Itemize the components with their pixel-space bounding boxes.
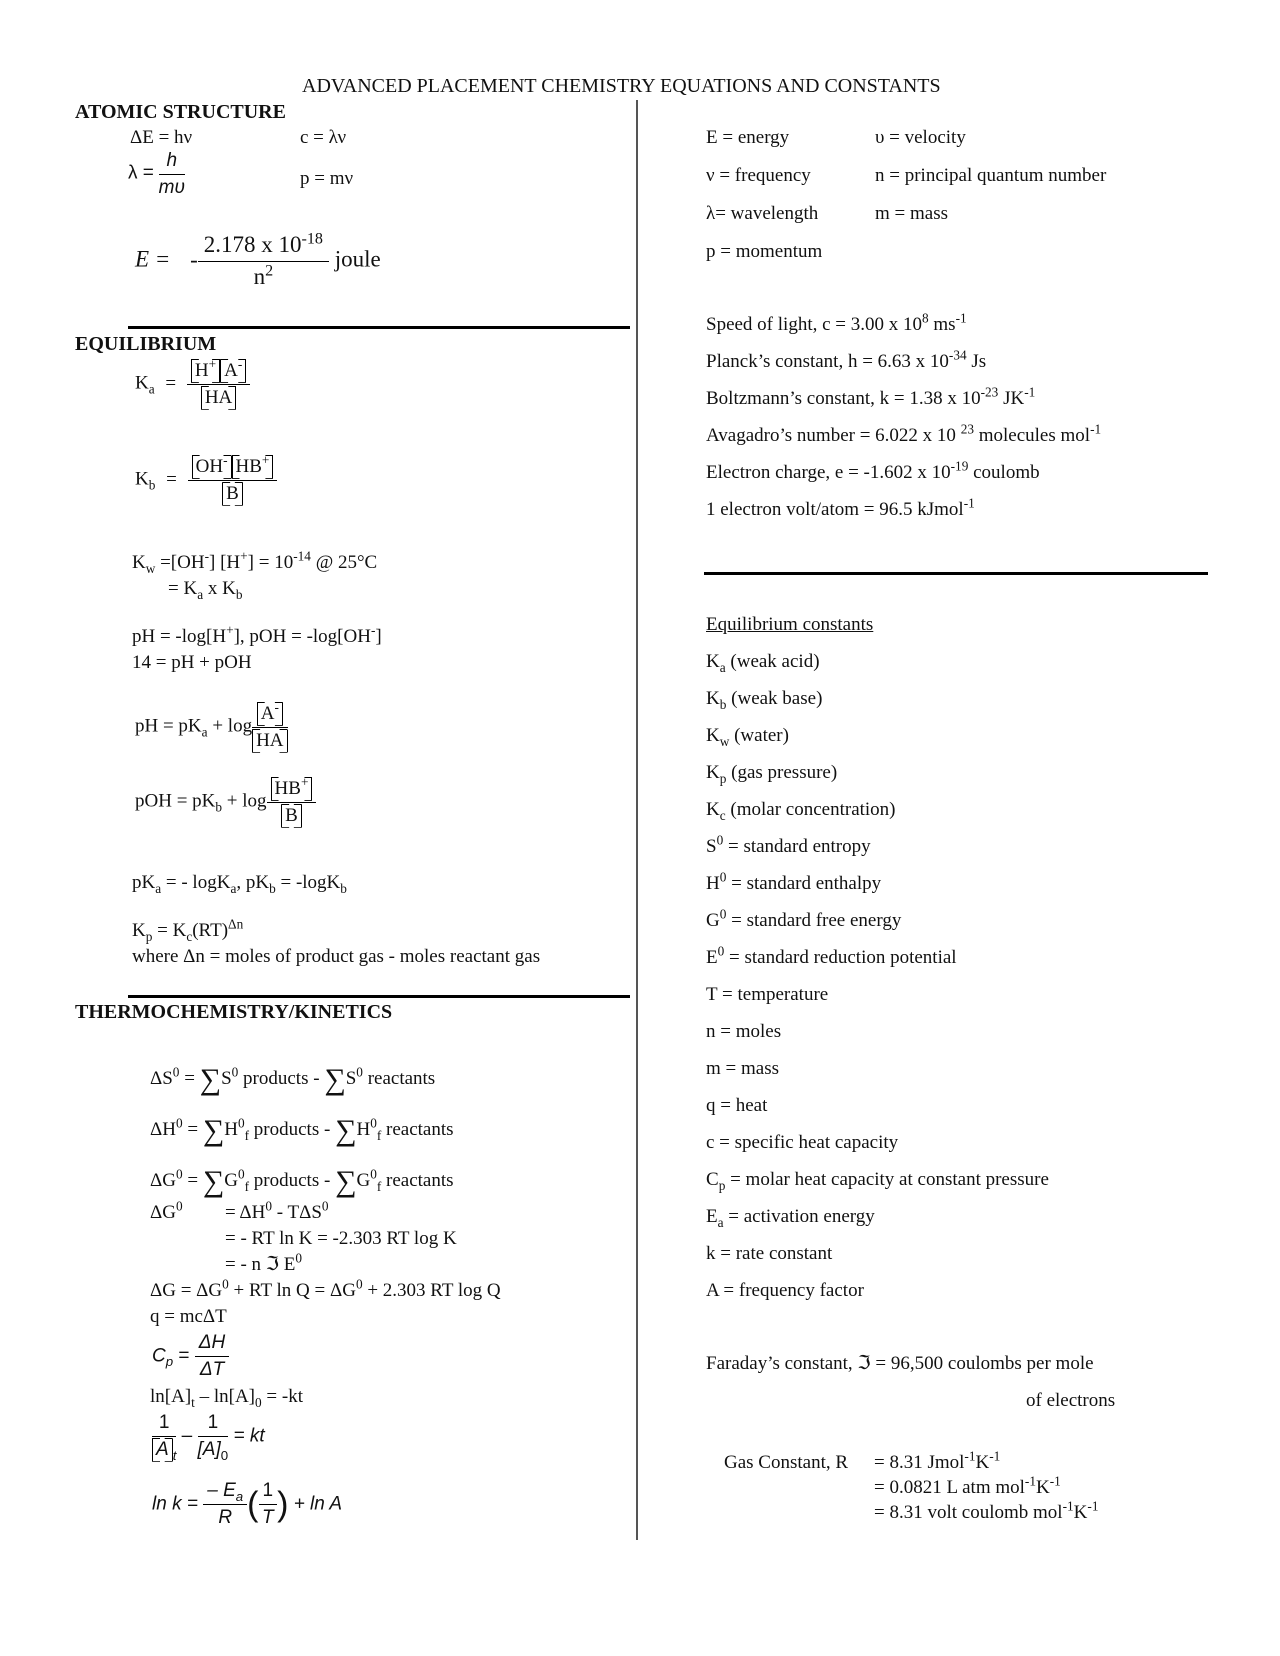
definition-item: E = energy bbox=[706, 127, 790, 148]
eq-kp-note: where Δn = moles of product gas - moles reactant gas bbox=[132, 946, 541, 967]
symbol-item: $E_a$ = activation energy bbox=[706, 1206, 875, 1230]
eq-first-order: $\ln[A]_t - \ln[A]_0 = -kt$ bbox=[150, 1386, 303, 1410]
section-equilibrium: EQUILIBRIUM bbox=[75, 333, 217, 355]
definition-item: n = principal quantum number bbox=[875, 165, 1107, 186]
eq-dg-1: = $\Delta H^0 - T\Delta S^0$ bbox=[225, 1198, 329, 1223]
definition-item: υ = velocity bbox=[875, 127, 966, 148]
divider-equilibrium bbox=[128, 995, 630, 998]
eq-pk: $pK_a$ = - logK$_a$, $pK_b = -\log K_b$ bbox=[132, 872, 347, 896]
definition-item: p = momentum bbox=[706, 241, 823, 262]
symbol-item: $C_p$ = molar heat capacity at constant pressure bbox=[706, 1169, 1049, 1193]
eq-c: c = λν bbox=[300, 127, 347, 148]
bohr-den: n bbox=[253, 264, 266, 290]
symbol-item: T = temperature bbox=[706, 984, 829, 1005]
bohr-unit: joule bbox=[334, 246, 381, 272]
eq-constant-item: $K_p$ (gas pressure) bbox=[706, 762, 838, 786]
section-thermochemistry: THERMOCHEMISTRY/KINETICS bbox=[75, 1001, 393, 1023]
definition-item: ν = frequency bbox=[706, 165, 811, 186]
column-divider bbox=[636, 100, 638, 1540]
const-speed-of-light: Speed of light, c = 3.00 x $10^8$ $ms^{-1}$ bbox=[706, 310, 967, 335]
const-electron-charge: Electron charge, e = -1.602 x $10^{-19}$ coulomb bbox=[706, 458, 1040, 483]
eq-ph: pH = -log[H+], pOH = -log[OH-] bbox=[132, 622, 382, 647]
symbol-item: n = moles bbox=[706, 1021, 782, 1042]
faraday-constant-2: of electrons bbox=[1026, 1390, 1116, 1411]
symbol-item: q = heat bbox=[706, 1095, 768, 1116]
bohr-num-exp: -18 bbox=[301, 230, 323, 248]
eq-hh-base: pOH = $pK_b + \log$ $\frac{HB^+}{B}$ bbox=[135, 778, 316, 827]
eq-cp: $C_p$ = $\frac{\Delta H}{\Delta T}$ bbox=[152, 1332, 229, 1381]
symbol-item: $H^0$ = standard enthalpy bbox=[706, 869, 882, 894]
ka-den: HA bbox=[201, 387, 236, 409]
eq-second-order: $\frac{1}{A _t}$ – $\frac{1}{[A]_0}$ = kt bbox=[152, 1412, 265, 1461]
eq-hh-acid: pH = $pK_a + \log$ $\frac{A^-}{HA}$ bbox=[135, 703, 288, 752]
eq-constant-item: $K_a$ (weak acid) bbox=[706, 651, 820, 675]
eq-lambda bbox=[128, 150, 185, 199]
gas-constant-label: Gas Constant, R bbox=[724, 1452, 849, 1473]
eq-arrhenius: ln k = $\frac{- E_a}{R}$ ( $\frac{1}{T}$ ) + ln A bbox=[152, 1480, 343, 1528]
definition-item: m = mass bbox=[875, 203, 948, 224]
bohr-den-exp: 2 bbox=[265, 262, 274, 280]
eq-dg-lhs: $\Delta G^0$ bbox=[150, 1198, 183, 1223]
eq-dg-q: $\Delta G = \Delta G^0$ + RT $\ln Q = \Delta G^0 + 2.303$ RT log Q bbox=[150, 1276, 501, 1301]
eq-constant-item: $K_c$ (molar concentration) bbox=[706, 799, 896, 823]
symbol-item: A = frequency factor bbox=[706, 1280, 864, 1301]
gas-constant-2: = 0.0821 L atm $mol^{-1}K^{-1}$ bbox=[874, 1473, 1061, 1498]
faraday-constant: Faraday’s constant, ℑ = 96,500 coulombs per mole bbox=[706, 1353, 1094, 1374]
eq-kb: $K_b$ = $\frac{OH^- HB^+}{B}$ bbox=[135, 456, 277, 505]
symbol-item: m = mass bbox=[706, 1058, 779, 1079]
kb-den: B bbox=[222, 483, 243, 505]
section-atomic-structure: ATOMIC STRUCTURE bbox=[75, 101, 286, 123]
bohr-lhs: E = bbox=[135, 246, 171, 272]
symbol-item: $G^0$ = standard free energy bbox=[706, 906, 902, 931]
lambda-num: h bbox=[159, 150, 185, 175]
const-planck: Planck’s constant, h = 6.63 x $10^{-34}$ Js bbox=[706, 347, 987, 372]
eq-momentum: p = mν bbox=[300, 168, 354, 189]
eq-bohr-energy bbox=[135, 232, 381, 291]
page-title: ADVANCED PLACEMENT CHEMISTRY EQUATIONS AND CONSTANTS bbox=[302, 75, 941, 97]
eq-ka: $K_a$ = $\frac{H^+ A^-}{HA}$ bbox=[135, 360, 250, 409]
gas-constant-1: = 8.31 $Jmol^{-1}K^{-1}$ bbox=[874, 1448, 1001, 1473]
bohr-num: 2.178 x 10 bbox=[203, 232, 302, 257]
symbol-item: k = rate constant bbox=[706, 1243, 833, 1264]
eq-constants-heading: Equilibrium constants bbox=[706, 614, 874, 635]
symbol-item: $E^0$ = standard reduction potential bbox=[706, 943, 957, 968]
eq-delta-s: $\Delta S^0 = \sum S^0$ products - $\sum S^0$ reactants bbox=[150, 1063, 436, 1096]
const-boltzmann: Boltzmann’s constant, k = 1.38 x $10^{-23}$ $JK^{-1}$ bbox=[706, 384, 1036, 409]
bohr-minus: - bbox=[190, 246, 198, 272]
const-avogadro: Avagadro’s number = 6.022 x 10 $^{23}$ molecules mol$^{-1}$ bbox=[706, 421, 1102, 446]
lambda-den: mυ bbox=[158, 176, 185, 198]
const-electron-volt: 1 electron volt/atom = 96.5 kJmol$^{-1}$ bbox=[706, 495, 975, 520]
divider-atomic bbox=[128, 326, 630, 329]
lambda-lhs: λ = bbox=[128, 162, 154, 184]
eq-kw-2: = $K_a$ x $K_b$ bbox=[168, 578, 243, 602]
gas-constant-3: = 8.31 volt coulomb $mol^{-1}K^{-1}$ bbox=[874, 1498, 1099, 1523]
eq-delta-h: $\Delta H^0 = \sum H^0_f$ products - $\sum H^0_f$ reactants bbox=[150, 1114, 454, 1147]
eq-energy: ΔE = hν bbox=[130, 127, 193, 148]
eq-constant-item: $K_w$ (water) bbox=[706, 725, 789, 749]
eq-delta-g: $\Delta G^0 = \sum G^0_f$ products - $\sum G^0_f$ reactants bbox=[150, 1165, 454, 1198]
symbol-item: c = specific heat capacity bbox=[706, 1132, 899, 1153]
eq-kw: $K_w =[OH^-] [H^+] = 10^{-14}$ @ 25°C bbox=[132, 548, 378, 576]
eq-ph-sum: 14 = pH + pOH bbox=[132, 652, 252, 673]
eq-dg-2: = - RT ln K = -2.303 RT log K bbox=[225, 1228, 457, 1249]
divider-constants bbox=[704, 572, 1208, 575]
eq-constant-item: $K_b$ (weak base) bbox=[706, 688, 823, 712]
definition-item: λ= wavelength bbox=[706, 203, 819, 224]
eq-kp: $K_p = K_c(RT)^{\Delta n}$ bbox=[132, 916, 244, 944]
eq-dg-3: = - n ℑ $E^0$ bbox=[225, 1250, 303, 1275]
symbol-item: $S^0$ = standard entropy bbox=[706, 832, 871, 857]
eq-heat: q = mcΔT bbox=[150, 1306, 227, 1327]
